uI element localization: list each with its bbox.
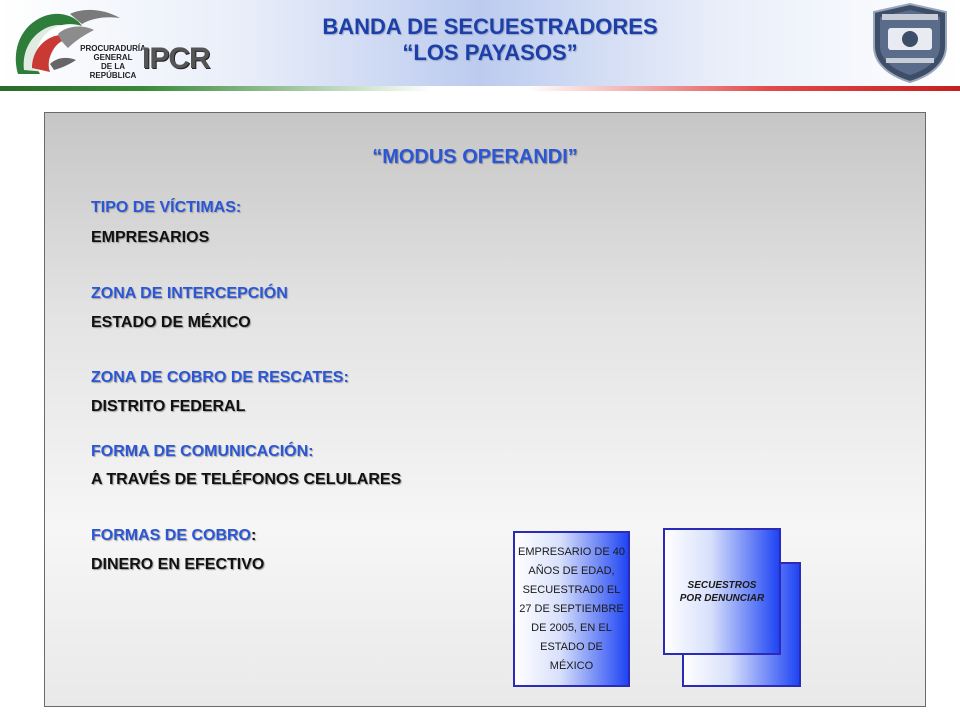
- case-line: AÑOS DE EDAD,: [528, 564, 615, 577]
- victim-type-value: EMPRESARIOS: [91, 229, 210, 246]
- payment-form-label-colon: :: [251, 527, 257, 544]
- pending-kidnappings-card: [663, 528, 781, 655]
- pending-card-text: [680, 579, 764, 605]
- victim-type-label: TIPO DE VÍCTIMAS:: [91, 199, 242, 216]
- case-card: [513, 531, 630, 687]
- page-title: [250, 14, 730, 66]
- communication-label: FORMA DE COMUNICACIÓN:: [91, 443, 314, 460]
- ipcr-logo-text: IPCR: [142, 42, 210, 75]
- section-heading: “MODUS OPERANDI”: [372, 146, 578, 168]
- payment-form-label-text: FORMAS DE COBRO: [91, 527, 251, 544]
- flag-color-stripe: [0, 86, 960, 91]
- case-line: SECUESTRAD0 EL: [522, 583, 621, 596]
- header-bar: [0, 0, 960, 86]
- title-line-1: BANDA DE SECUESTRADORES: [322, 14, 658, 39]
- case-line: DE 2005, EN EL: [531, 621, 612, 634]
- interception-zone-label: ZONA DE INTERCEPCIÓN: [91, 285, 288, 302]
- case-line: MÉXICO: [549, 659, 594, 672]
- afi-shield-badge-icon: [868, 2, 952, 84]
- communication-value: A TRAVÉS DE TELÉFONOS CELULARES: [91, 471, 402, 488]
- pending-line: POR DENUNCIAR: [679, 592, 765, 604]
- payment-form-value: DINERO EN EFECTIVO: [91, 556, 265, 573]
- pgr-line-2: GENERAL: [93, 53, 133, 62]
- ransom-zone-value: DISTRITO FEDERAL: [91, 398, 246, 415]
- pending-line: SECUESTROS: [687, 579, 757, 591]
- pgr-logo-text: [78, 44, 148, 80]
- payment-form-label: [91, 527, 256, 545]
- pgr-line-1: PROCURADURÍA: [80, 44, 146, 53]
- case-line: EMPRESARIO DE 40: [518, 545, 625, 558]
- interception-zone-value: ESTADO DE MÉXICO: [91, 314, 251, 331]
- case-card-text: [517, 543, 626, 676]
- case-line: 27 DE SEPTIEMBRE: [519, 602, 624, 615]
- case-line: ESTADO DE: [540, 640, 603, 653]
- ransom-zone-label: ZONA DE COBRO DE RESCATES:: [91, 369, 349, 386]
- title-line-2: “LOS PAYASOS”: [402, 40, 578, 65]
- pgr-line-3: DE LA REPÚBLICA: [89, 62, 137, 80]
